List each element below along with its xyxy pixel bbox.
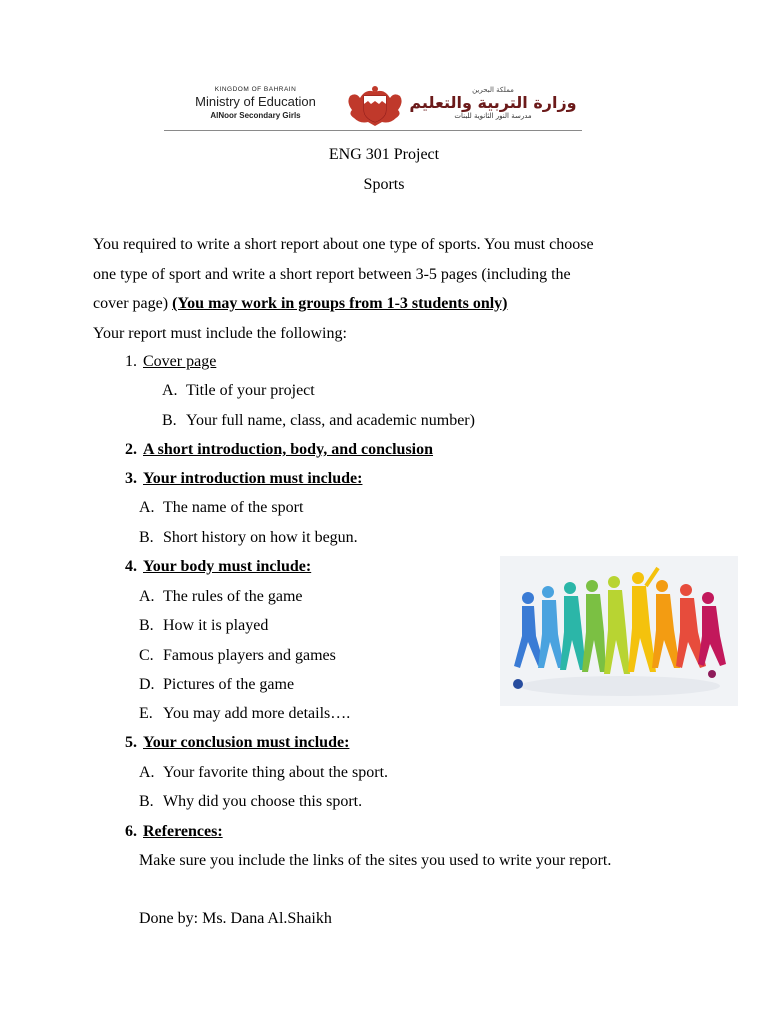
sub-text: Your favorite thing about the sport. xyxy=(163,764,389,781)
sub-item xyxy=(139,616,268,636)
list-item-2 xyxy=(115,440,433,460)
logo-arabic-text xyxy=(408,86,578,120)
sub-item xyxy=(139,528,358,548)
logo-school: AlNoor Secondary Girls xyxy=(210,111,301,120)
sub-item xyxy=(139,587,303,607)
sub-text: Your full name, class, and academic number) xyxy=(186,412,475,429)
group-note: (You may work in groups from 1-3 students only) xyxy=(172,295,508,312)
sub-text: How it is played xyxy=(163,617,269,634)
sub-item xyxy=(139,763,388,783)
logo-english-text xyxy=(168,86,343,120)
intro-line-4: Your report must include the following: xyxy=(93,324,347,342)
intro-line-3 xyxy=(93,289,673,319)
sub-text: You may add more details…. xyxy=(163,705,351,722)
sub-text: Title of your project xyxy=(186,382,315,399)
sub-letter: B. xyxy=(162,412,177,429)
sub-text: Pictures of the game xyxy=(163,676,295,693)
sub-item xyxy=(139,646,336,666)
sub-item xyxy=(162,411,475,431)
sub-letter: A. xyxy=(139,764,155,781)
list-heading: A short introduction, body, and conclusion xyxy=(143,441,434,458)
sub-letter: A. xyxy=(139,499,155,516)
intro-line-1: You required to write a short report about one type of sports. You must choose xyxy=(93,236,594,253)
list-item-3 xyxy=(115,469,362,489)
list-number: 1. xyxy=(125,353,137,370)
sub-letter: E. xyxy=(139,705,153,722)
list-number: 6. xyxy=(125,823,137,840)
list-heading: Your introduction must include: xyxy=(143,470,363,487)
list-number: 5. xyxy=(125,734,137,751)
list-item-6 xyxy=(115,822,223,842)
sports-silhouettes-image xyxy=(500,556,738,706)
list-number: 2. xyxy=(125,441,137,458)
sub-letter: A. xyxy=(162,382,178,399)
sub-letter: B. xyxy=(139,529,154,546)
logo-arabic-school: مدرسة النور الثانوية للبنات xyxy=(454,112,532,120)
logo-arabic-kingdom: مملكة البحرين xyxy=(472,86,514,94)
list-number: 3. xyxy=(125,470,137,487)
list-heading: Cover page xyxy=(143,353,217,370)
logo-arabic-ministry: وزارة التربية والتعليم xyxy=(409,93,577,112)
sub-item xyxy=(139,704,350,724)
list-number: 4. xyxy=(125,558,137,575)
logo-ministry: Ministry of Education xyxy=(195,94,316,109)
sub-text: Short history on how it begun. xyxy=(163,529,358,546)
list-heading: References: xyxy=(143,823,223,840)
intro-paragraph xyxy=(93,230,673,348)
intro-line-3-plain: cover page) xyxy=(93,295,173,312)
sub-letter: B. xyxy=(139,793,154,810)
sub-item xyxy=(139,675,294,695)
sub-letter: C. xyxy=(139,647,154,664)
ministry-header-logo xyxy=(164,84,582,131)
bahrain-emblem-icon xyxy=(344,84,406,126)
sub-text: The rules of the game xyxy=(163,588,303,605)
list-heading: Your conclusion must include: xyxy=(143,734,350,751)
sub-item xyxy=(139,792,362,812)
sub-text: Famous players and games xyxy=(163,647,336,664)
references-note: Make sure you include the links of the sites you used to write your report. xyxy=(139,852,612,869)
list-item-5 xyxy=(115,733,349,753)
sub-item xyxy=(139,498,303,518)
sub-letter: D. xyxy=(139,676,155,693)
list-heading: Your body must include: xyxy=(143,558,312,575)
project-title: ENG 301 Project xyxy=(328,146,440,163)
sub-letter: B. xyxy=(139,617,154,634)
logo-kingdom: KINGDOM OF BAHRAIN xyxy=(214,86,297,93)
sub-letter: A. xyxy=(139,588,155,605)
intro-line-2: one type of sport and write a short report between 3-5 pages (including the xyxy=(93,265,571,283)
project-subtitle: Sports xyxy=(363,176,405,193)
sub-item xyxy=(162,381,315,401)
list-item-1 xyxy=(115,352,216,372)
list-item-4 xyxy=(115,557,311,577)
signature: Done by: Ms. Dana Al.Shaikh xyxy=(139,910,332,927)
sub-text: The name of the sport xyxy=(163,499,304,516)
sub-text: Why did you choose this sport. xyxy=(163,793,363,810)
